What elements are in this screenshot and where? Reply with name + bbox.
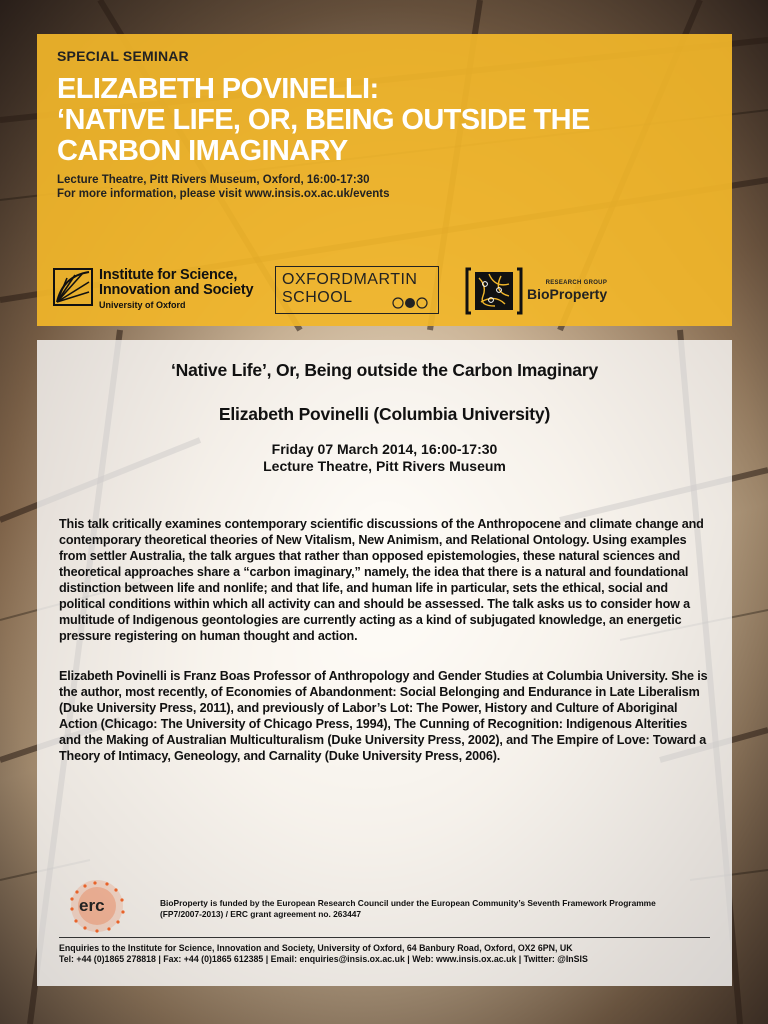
insis-name-line-1: Institute for Science, bbox=[99, 267, 238, 283]
logo-strip bbox=[53, 266, 716, 322]
insis-name-line-2: Innovation and Society bbox=[99, 282, 254, 298]
more-info: For more information, please visit www.insis.ox.ac.uk/events bbox=[57, 188, 390, 200]
event-location: Lecture Theatre, Pitt Rivers Museum bbox=[263, 458, 506, 474]
abstract-paragraph: This talk critically examines contemporary scientific discussions of the Anthropocene and climate change and contemporary theoretical theories of New Vitalism, New Animism, and Relational Ontology. Using examples from settler Australia, the talk argues that rather than opposed epistemologies, these natural sciences and theoretical approaches share a “carbon imaginary,” namely, the idea that there is a natural and foundational distinction between life and nonlife; and that life, and human life in particular, sets the ethical, social and political conditions within which all activity can and should be assessed. The talk asks us to consider how a multitude of Indigenous geontologies are currently acting as a kind of subjugated knowledge, an energetic pressure registering on human thought and action. bbox=[59, 517, 704, 643]
header-panel bbox=[37, 34, 732, 326]
oxford-martin-logo bbox=[275, 266, 439, 314]
bio-paragraph: Elizabeth Povinelli is Franz Boas Professor of Anthropology and Gender Studies at Columbia University. She is the author, most recently, of Economies of Abandonment: Social Belonging and Endurance in Late Liberalism (Duke University Press, 2011), and previously of Labor’s Lot: The Power, History and Culture of Aboriginal Action (Chicago: The University of Chicago Press, 1994), The Cunning of Recognition: Indigenous Alterities and the Making of Australian Multiculturalism (Duke University Press, 2002), and The Empire of Love: Toward a Theory of Intimacy, Geneology, and Carnality (Duke University Press, 2006). bbox=[59, 669, 708, 763]
bioproperty-emblem-icon bbox=[465, 266, 523, 316]
insis-logo bbox=[53, 268, 253, 310]
footer-address: Enquiries to the Institute for Science, Innovation and Society, University of Oxford, 64 Banbury Road, Oxford, OX2 6PN, UK bbox=[59, 943, 573, 953]
om-line-1: OXFORDMARTIN bbox=[282, 271, 418, 288]
poster-title bbox=[57, 74, 712, 167]
event-date-time: Friday 07 March 2014, 16:00-17:30 bbox=[271, 441, 498, 457]
erc-wordmark: erc bbox=[79, 896, 105, 915]
funding-line-1: BioProperty is funded by the European Research Council under the European Community’s Seventh Framework Programme bbox=[160, 898, 656, 908]
venue-info: Lecture Theatre, Pitt Rivers Museum, Oxford, 16:00-17:30 bbox=[57, 174, 370, 186]
insis-university: University of Oxford bbox=[99, 300, 186, 310]
event-type: SPECIAL SEMINAR bbox=[57, 48, 189, 64]
om-line-2: SCHOOL bbox=[282, 289, 353, 306]
funding-notice bbox=[65, 878, 710, 934]
om-circles-icon bbox=[392, 297, 432, 309]
speaker-name: Elizabeth Povinelli (Columbia University) bbox=[218, 404, 551, 424]
title-line-2: ‘NATIVE LIFE, OR, BEING OUTSIDE THE bbox=[57, 104, 590, 136]
funding-text bbox=[160, 898, 710, 920]
bioproperty-name: BioProperty bbox=[527, 286, 608, 302]
footer-contacts: Tel: +44 (0)1865 278818 | Fax: +44 (0)1865 612385 | Email: enquiries@insis.ox.ac.uk | Web: www.insis.ox.ac.uk | Twitter: @InSIS bbox=[59, 954, 588, 964]
content-panel bbox=[37, 340, 732, 986]
funding-line-2: (FP7/2007-2013) / ERC grant agreement no. 263447 bbox=[160, 909, 362, 919]
bioproperty-tag: RESEARCH GROUP bbox=[545, 280, 608, 286]
contact-footer bbox=[59, 943, 714, 965]
talk-title: ‘Native Life’, Or, Being outside the Carbon Imaginary bbox=[171, 360, 598, 380]
title-line-1: ELIZABETH POVINELLI: bbox=[57, 73, 379, 105]
insis-emblem-icon bbox=[53, 268, 93, 306]
bioproperty-logo bbox=[465, 266, 607, 316]
footer-divider bbox=[59, 937, 710, 938]
title-line-3: CARBON IMAGINARY bbox=[57, 135, 348, 167]
